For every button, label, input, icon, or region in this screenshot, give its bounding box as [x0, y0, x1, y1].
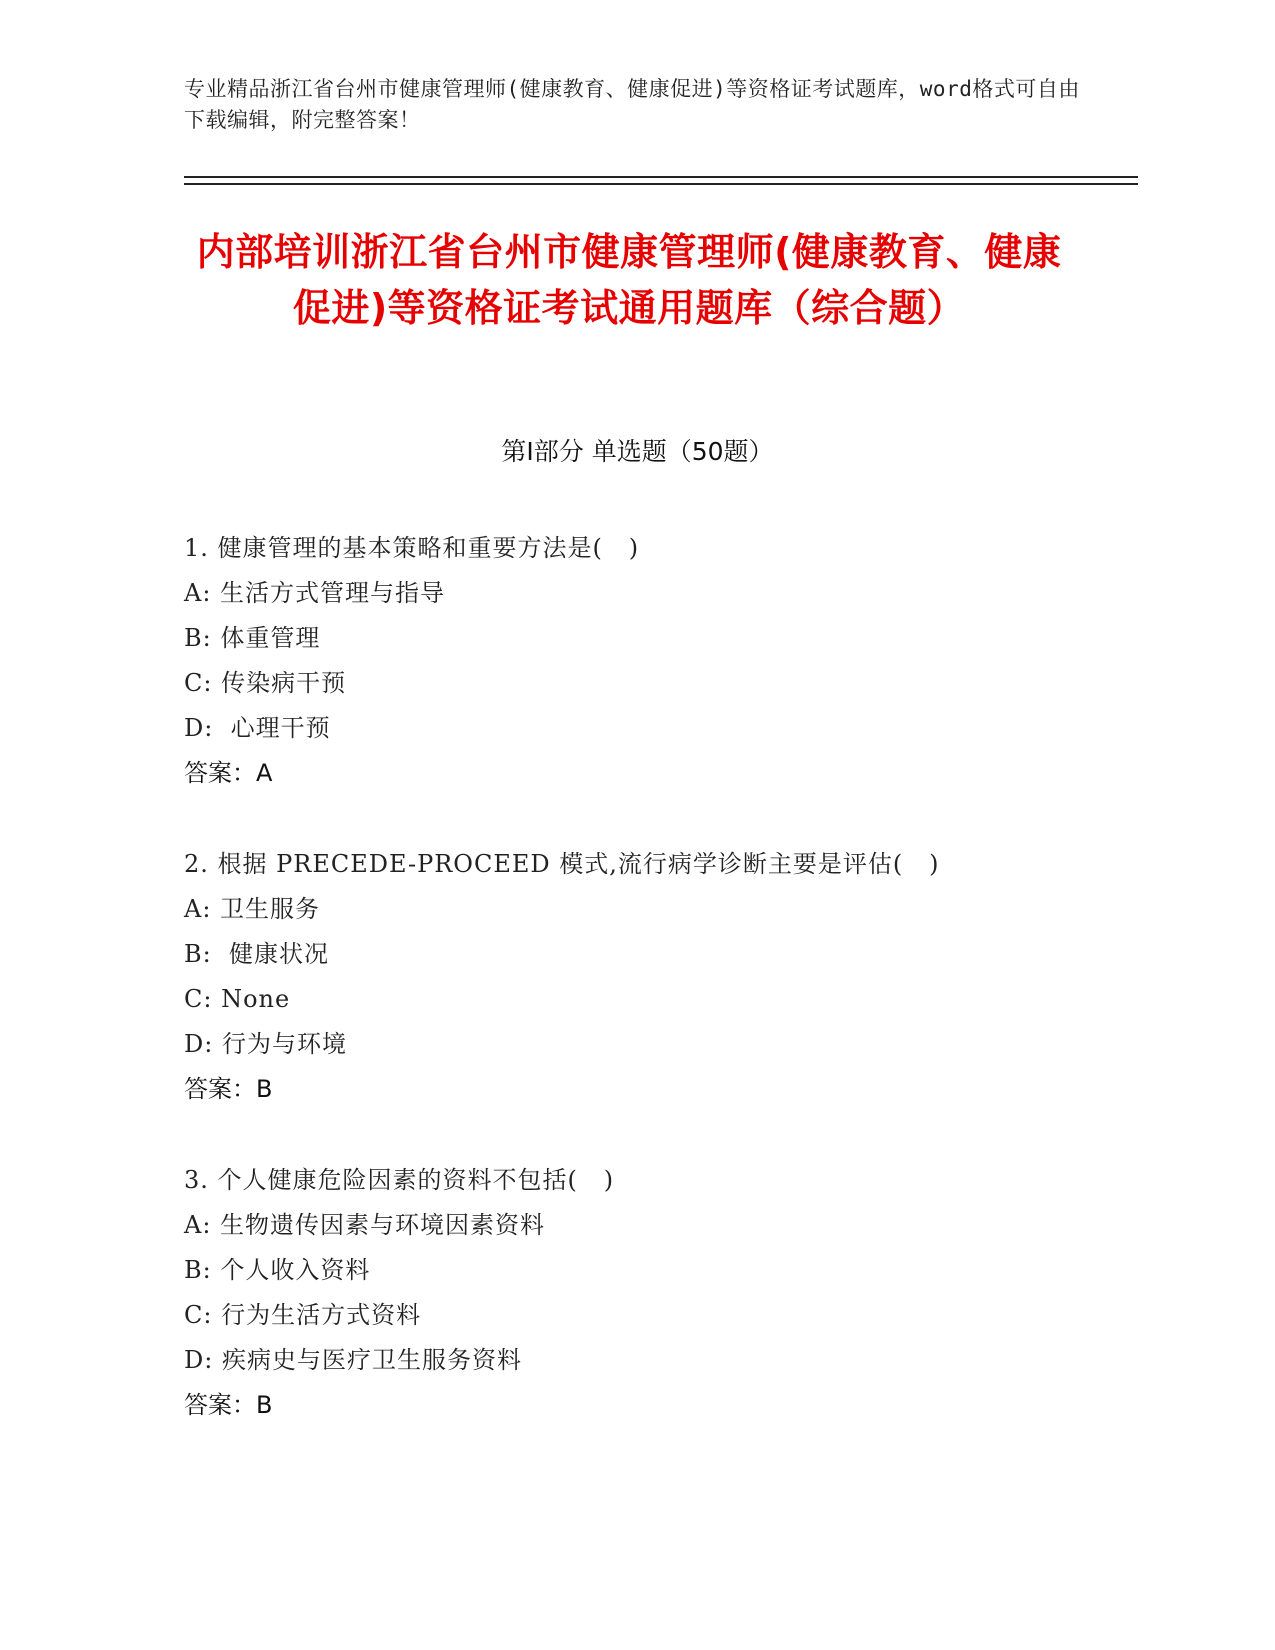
option-d: D: 疾病史与医疗卫生服务资料 [184, 1346, 522, 1374]
document-title: 内部培训浙江省台州市健康管理师(健康教育、健康促进)等资格证考试通用题库（综合题） [196, 230, 1062, 330]
question-stem: 3. 个人健康危险因素的资料不包括( ) [184, 1166, 615, 1194]
question-list [184, 526, 1134, 1474]
question-stem: 1. 健康管理的基本策略和重要方法是( ) [184, 534, 640, 562]
answer: 答案：B [184, 1391, 273, 1419]
question-2 [184, 842, 1134, 1112]
option-c: C: 传染病干预 [184, 669, 347, 697]
question-3 [184, 1158, 1134, 1428]
answer: 答案：A [184, 759, 273, 787]
option-a: A: 生活方式管理与指导 [184, 579, 446, 607]
option-a: A: 生物遗传因素与环境因素资料 [184, 1211, 546, 1239]
answer: 答案：B [184, 1075, 273, 1103]
question-1 [184, 526, 1134, 796]
section-title: 第Ⅰ部分 单选题（50题） [501, 437, 774, 466]
option-d: D: 行为与环境 [184, 1030, 347, 1058]
option-a: A: 卫生服务 [184, 895, 321, 923]
header-note: 专业精品浙江省台州市健康管理师(健康教育、健康促进)等资格证考试题库，word格式可自由下载编辑，附完整答案！ [184, 77, 1080, 132]
option-c: C: None [184, 985, 291, 1013]
option-b: B: 健康状况 [184, 940, 329, 968]
question-stem: 2. 根据 PRECEDE-PROCEED 模式,流行病学诊断主要是评估( ) [184, 850, 940, 878]
option-b: B: 体重管理 [184, 624, 321, 652]
option-b: B: 个人收入资料 [184, 1256, 371, 1284]
header-rule-top [184, 176, 1138, 178]
option-d: D: 心理干预 [184, 714, 331, 742]
option-c: C: 行为生活方式资料 [184, 1301, 422, 1329]
header-rule-bottom [184, 183, 1138, 185]
